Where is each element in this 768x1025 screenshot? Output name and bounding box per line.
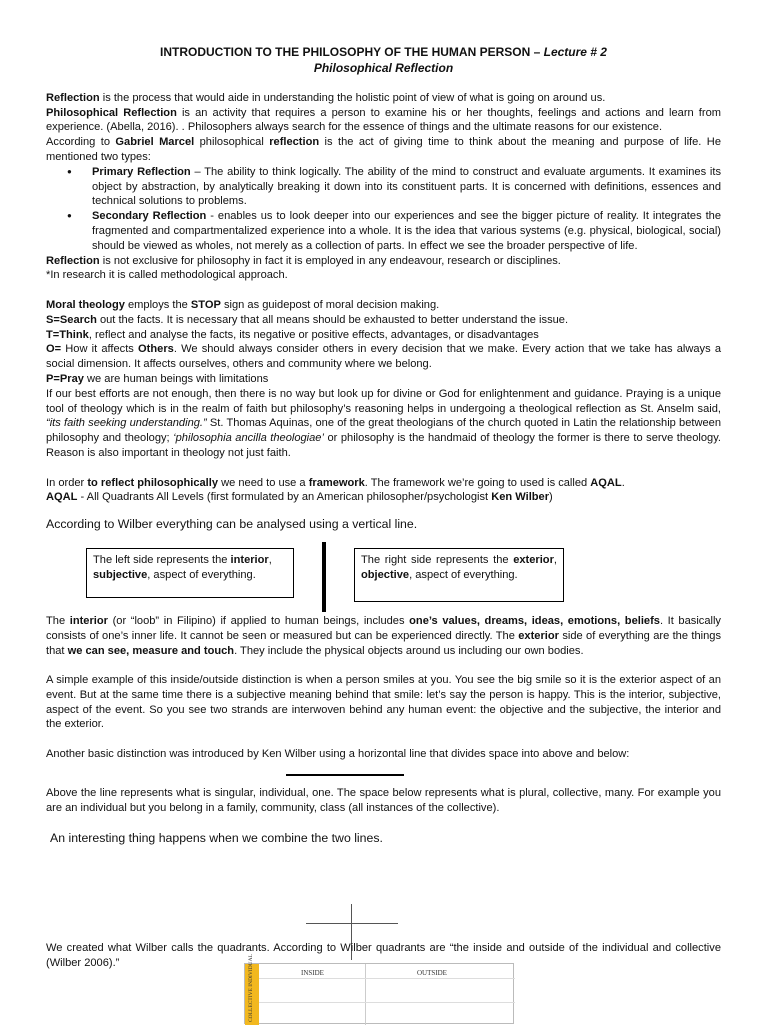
philosophical-reflection-definition: Philosophical Reflection is an activity that requires a person to examine his or her thoughts, feelings and actions and learn from experience. (Abella, 2016). . Philosophers always search for the essence of things and the ultimate reasons for our existence. [46, 106, 721, 134]
outside-header: OUTSIDE [417, 969, 447, 977]
vertical-line-heading: According to Wilber everything can be analysed using a vertical line. [46, 517, 418, 532]
marcel-paragraph: According to Gabriel Marcel philosophical reflection is the act of giving time to think about the meaning and purpose of life. He mentioned two types: [46, 136, 721, 163]
document-page [46, 44, 721, 846]
vertical-line-diagram [46, 542, 721, 614]
combine-heading: An interesting thing happens when we combine the two lines. [50, 831, 383, 846]
interior-paragraph: The interior (or “loob” in Filipino) if applied to human beings, includes one’s values, dreams, ideas, emotions, beliefs. It basically consists of one’s inner life. It cannot be seen or measured but can be experienced directly. The exterior side of everything are the things that we can see, measure and touch. They include the physical objects around us including our own bodies. [46, 614, 721, 657]
quadrants-paragraph: We created what Wilber calls the quadrants. According to Wilber quadrants are “the inside and outside of the individual and collective (Wilber 2006).” [46, 942, 721, 969]
list-item: ● Primary Reflection – The ability to think logically. The ability of the mind to construct and evaluate arguments. It examines its object by abstraction, by analytically breaking it down into its constituent parts. It is concerned with definitions, essences and technical solutions to problems. [92, 165, 721, 209]
vertical-line [322, 542, 326, 612]
cross-horizontal-line [306, 923, 398, 924]
aqal-intro: In order to reflect philosophically we need to use a framework. The framework we’re going to used is called AQAL. [46, 476, 625, 489]
page-title: INTRODUCTION TO THE PHILOSOPHY OF THE HUMAN PERSON – Lecture # 2 [160, 45, 607, 59]
stop-intro: Moral theology employs the STOP sign as guidepost of moral decision making. [46, 298, 440, 311]
list-item: ● Secondary Reflection - enables us to look deeper into our experiences and see the bigger picture of reality. It integrates the fragmented and compartmentalized experience into a whole. It is the idea that various systems (e.g. physical, biological, social) should be viewed as wholes, not merely as a collection of parts. In effect we see the broader perspective of life. [92, 209, 721, 253]
reflection-definition: Reflection is the process that would aide in understanding the holistic point of view of what is going on around us. [46, 91, 606, 104]
horizontal-line-intro: Another basic distinction was introduced by Ken Wilber using a horizontal line that divides space into above and below: [46, 748, 630, 761]
lecture-number: Lecture # 2 [543, 45, 607, 59]
interior-box: The left side represents the interior, subjective, aspect of everything. [86, 548, 294, 598]
stop-pray: P=Pray we are human beings with limitations [46, 372, 269, 385]
page-subtitle: Philosophical Reflection [313, 61, 454, 75]
horizontal-line [286, 774, 404, 776]
faith-paragraph: If our best efforts are not enough, then there is no way but look up for divine or God for enlightenment and guidance. Praying is a unique tool of theology which is in the realm of faith but philosophy’s reasoning helps in undergoing a theological reflection as St. Anselm said, “its faith seeking understanding.” St. Thomas Aquinas, one of the great theologians of the church quoted in Latin the relationship between philosophy and theology; ‘philosophia ancilla theologiae’ or philosophy is the handmaid of theology the former is there to serve theology. Reason is also important in theology not just faith. [46, 387, 722, 459]
quadrant-table [244, 954, 514, 1024]
reflection-types-list [46, 165, 721, 254]
inside-header: INSIDE [301, 969, 324, 977]
exterior-box: The right side represents the exterior, objective, aspect of everything. [354, 548, 564, 602]
stop-others: O= How it affects Others. We should always consider others in every decision that we make. Every action that we take has always a social dimension. It affects ourselves, others and community where we belong. [46, 343, 721, 371]
reflection-note: Reflection is not exclusive for philosophy in fact it is employed in any endeavour, research or disciplines. [46, 254, 561, 267]
research-note: *In research it is called methodological approach. [46, 269, 288, 282]
stop-think: T=Think, reflect and analyse the facts, its negative or positive effects, advantages, or disadvantages [46, 328, 539, 341]
aqal-definition: AQAL - All Quadrants All Levels (first formulated by an American philosopher/psychologist Ken Wilber) [46, 491, 553, 504]
above-below-paragraph: Above the line represents what is singular, individual, one. The space below represents what is plural, collective, many. For example you are an individual but you belong in a family, community, class (all instances of the collective). [46, 786, 721, 814]
quadrant-side-label: COLLECTIVE INDIVIDUAL [248, 954, 254, 1022]
stop-search: S=Search out the facts. It is necessary that all means should be exhausted to better understand the issue. [46, 313, 569, 326]
smile-example-paragraph: A simple example of this inside/outside distinction is when a person smiles at you. You see the big smile so it is the exterior aspect of an event. But at the same time there is a subjective meaning behind that smile: let’s say the person is happy. This is the interior, subjective, aspect of the event. So you see two strands are interwoven behind any human event: the objective and the subjective, the interior and the exterior. [46, 674, 721, 731]
